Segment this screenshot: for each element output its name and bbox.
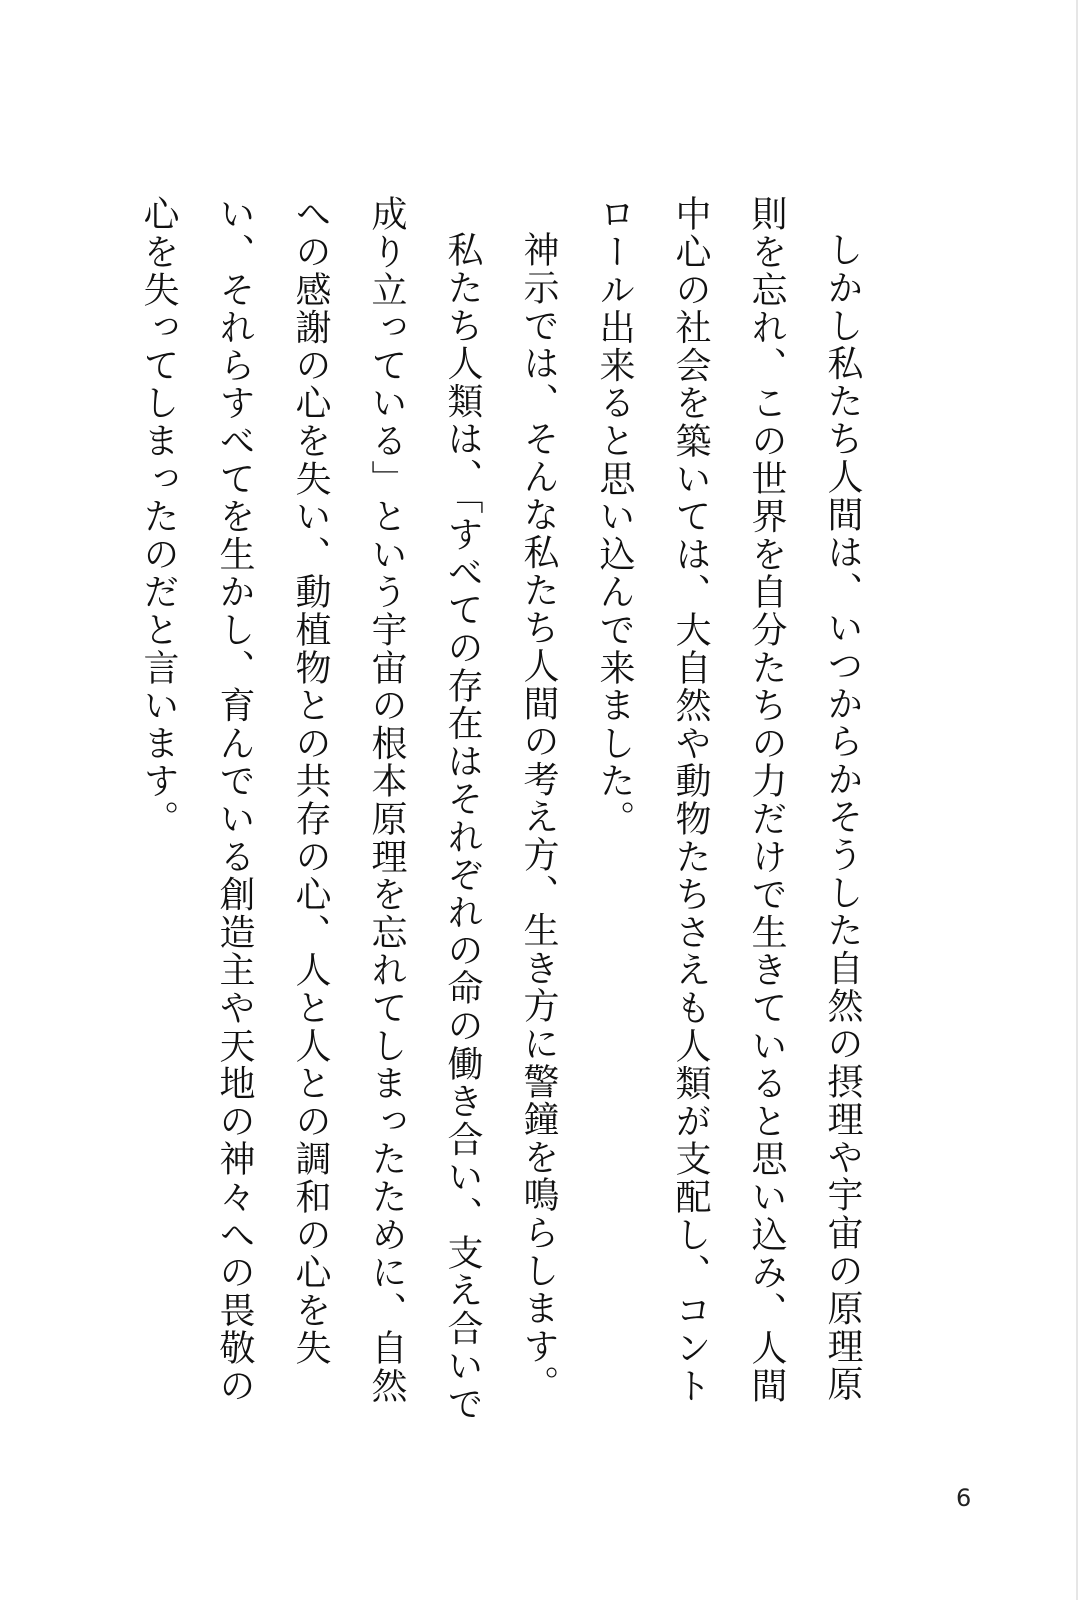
paragraph-2: 神示では、そんな私たち人間の考え方、生き方に警鐘を鳴らします。: [518, 231, 559, 1403]
vertical-text-block: [138, 195, 880, 1425]
paragraph-1: しかし私たち人間は、いつからかそうした自然の摂理や宇宙の原理原則を忘れ、この世界を自分たちの力だけで生きていると思い込み、人間中心の社会を築いては、大自然や動物たちさえも人類が支配し、コントロール出来ると思い込んで来ました。: [594, 195, 863, 1405]
paragraph-3: 私たち人類は、「すべての存在はそれぞれの命の働き合い、支え合いで成り立っている」という宇宙の根本原理を忘れてしまったために、自然への感謝の心を失い、動植物との共存の心、人と人との調和の心を失い、それらすべてを生かし、育んでいる創造主や天地の神々への畏敬の心を失ってしまったのだと言います。: [138, 195, 483, 1423]
page-number: 6: [956, 1484, 972, 1512]
